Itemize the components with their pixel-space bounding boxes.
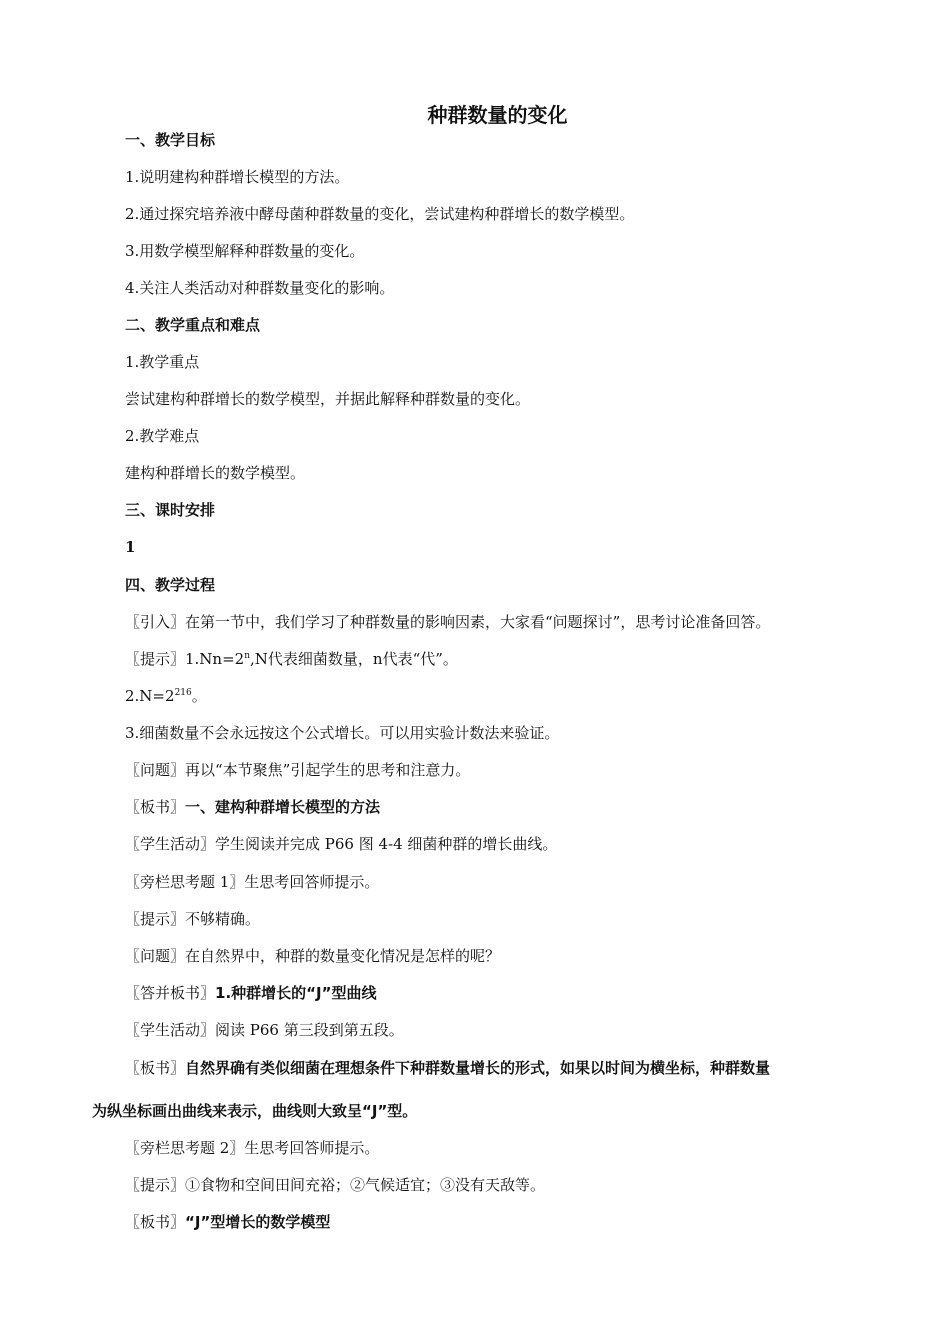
activity-paragraph: 〖学生活动〗阅读 P66 第三段到第五段。: [125, 1021, 404, 1039]
goal-item: 3.用数学模型解释种群数量的变化。: [125, 242, 365, 260]
hint-paragraph: 〖提示〗不够精确。: [125, 910, 261, 928]
board-text: 一、建构种群增长模型的方法: [185, 798, 381, 816]
board-paragraph: [125, 1212, 330, 1232]
difficulty-text: 建构种群增长的数学模型。: [125, 464, 306, 482]
question-paragraph: 〖问题〗再以“本节聚焦”引起学生的思考和注意力。: [125, 761, 471, 779]
board-text-continued: 为纵坐标画出曲线来表示，曲线则大致呈“J”型。: [92, 1102, 418, 1120]
schedule-value: 1: [125, 538, 136, 556]
answer-text: 1.种群增长的“J”型曲线: [215, 984, 377, 1002]
answer-tag: 〖答并板书〗: [125, 984, 216, 1002]
board-paragraph: [125, 797, 380, 817]
goal-item: 2.通过探究培养液中酵母菌种群数量的变化，尝试建构种群增长的数学模型。: [125, 205, 635, 223]
question-paragraph: 〖问题〗在自然界中，种群的数量变化情况是怎样的呢？: [125, 947, 501, 965]
superscript: 216: [174, 688, 192, 698]
activity-paragraph: 〖学生活动〗学生阅读并完成 P66 图 4-4 细菌种群的增长曲线。: [125, 835, 558, 853]
board-text: “J”型增长的数学模型: [185, 1213, 331, 1231]
board-text: 自然界确有类似细菌在理想条件下种群数量增长的形式，如果以时间为横坐标，种群数量: [185, 1059, 771, 1077]
section-heading-goals: 一、教学目标: [125, 131, 216, 149]
board-tag: 〖板书〗: [125, 1059, 186, 1077]
hint-paragraph: 3.细菌数量不会永远按这个公式增长。可以用实验计数法来验证。: [125, 724, 560, 742]
hint-text: ,N代表细菌数量，n代表“代”。: [250, 650, 458, 668]
board-paragraph: [125, 1058, 770, 1078]
think-paragraph: 〖旁栏思考题 1〗生思考回答师提示。: [125, 873, 380, 891]
section-heading-key-points: 二、教学重点和难点: [125, 316, 261, 334]
board-tag: 〖板书〗: [125, 1213, 186, 1231]
key-point-label: 1.教学重点: [125, 353, 200, 371]
hint-text: 。: [191, 687, 207, 705]
superscript: n: [244, 651, 251, 661]
hint-paragraph: [125, 686, 207, 706]
goal-item: 4.关注人类活动对种群数量变化的影响。: [125, 279, 395, 297]
section-heading-process: 四、教学过程: [125, 576, 216, 594]
hint-text: 〖提示〗1.Nn=2: [125, 650, 245, 668]
answer-paragraph: [125, 983, 376, 1003]
goal-item: 1.说明建构种群增长模型的方法。: [125, 168, 350, 186]
hint-paragraph: 〖提示〗①食物和空间田间充裕；②气候适宜；③没有天敌等。: [125, 1176, 546, 1194]
intro-paragraph: 〖引入〗在第一节中，我们学习了种群数量的影响因素，大家看“问题探讨”，思考讨论准备回答。: [125, 613, 771, 631]
hint-text: 2.N=2: [125, 687, 175, 705]
key-point-text: 尝试建构种群增长的数学模型，并据此解释种群数量的变化。: [125, 390, 531, 408]
page-title: 种群数量的变化: [427, 103, 568, 127]
hint-paragraph: [125, 649, 458, 669]
section-heading-schedule: 三、课时安排: [125, 501, 216, 519]
think-paragraph: 〖旁栏思考题 2〗生思考回答师提示。: [125, 1139, 380, 1157]
difficulty-label: 2.教学难点: [125, 427, 200, 445]
board-tag: 〖板书〗: [125, 798, 186, 816]
